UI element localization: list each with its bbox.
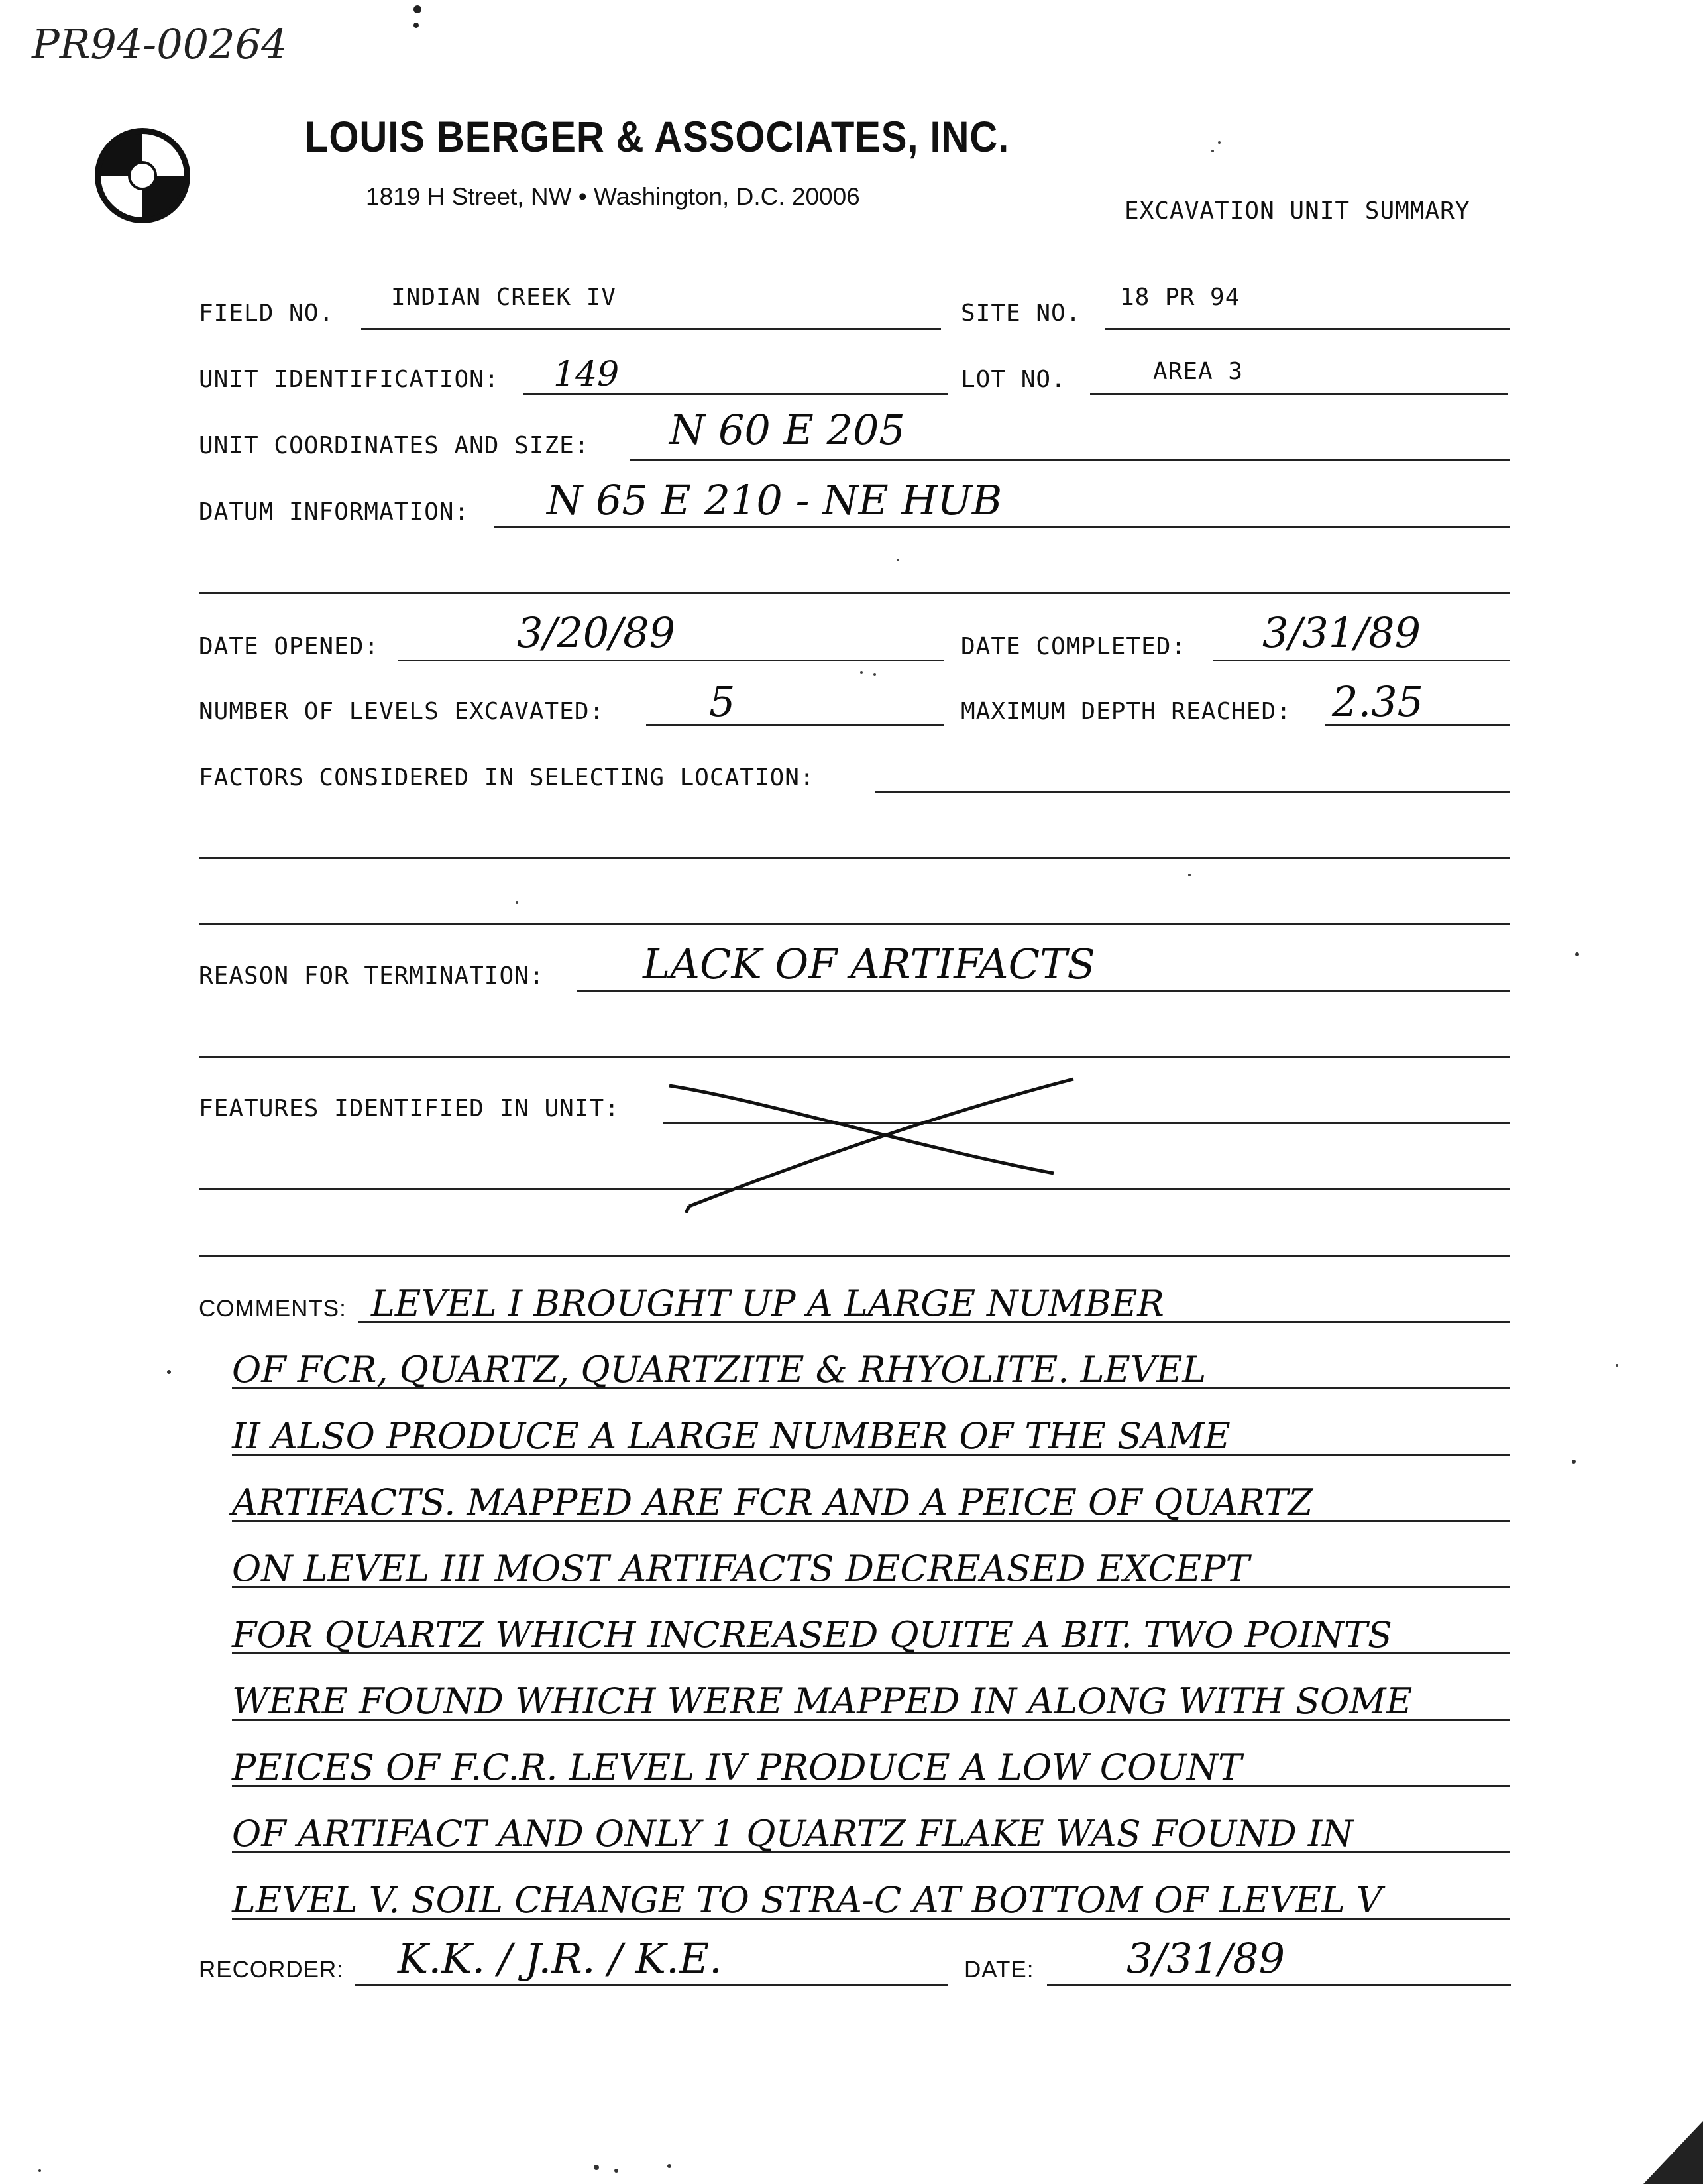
date-completed-label: DATE COMPLETED: — [961, 633, 1187, 660]
field-no-label: FIELD NO. — [199, 300, 335, 327]
recorder-value: K.K. / J.R. / K.E. — [398, 1934, 722, 1983]
comment-line: WERE FOUND WHICH WERE MAPPED IN ALONG WITH SOME — [232, 1680, 1413, 1722]
company-address: 1819 H Street, NW • Washington, D.C. 20006 — [366, 183, 860, 210]
coords-label: UNIT COORDINATES AND SIZE: — [199, 432, 590, 459]
comments-label: COMMENTS: — [199, 1296, 347, 1322]
comment-line: II ALSO PRODUCE A LARGE NUMBER OF THE SAME — [232, 1415, 1231, 1457]
company-name: LOUIS BERGER & ASSOCIATES, INC. — [305, 112, 1010, 161]
comment-line: OF ARTIFACT AND ONLY 1 QUARTZ FLAKE WAS FOUND IN — [232, 1813, 1354, 1855]
lot-no-label: LOT NO. — [961, 366, 1066, 393]
site-no-value: 18 PR 94 — [1120, 284, 1240, 311]
date-opened-label: DATE OPENED: — [199, 633, 380, 660]
comment-line: LEVEL I BROUGHT UP A LARGE NUMBER — [371, 1283, 1164, 1324]
levels-value: 5 — [709, 677, 736, 726]
termination-value: LACK OF ARTIFACTS — [643, 940, 1095, 988]
document-id: PR94-00264 — [32, 20, 288, 68]
lot-no-value: AREA 3 — [1153, 358, 1244, 385]
datum-value: N 65 E 210 - NE HUB — [547, 476, 1003, 524]
unit-id-value: 149 — [553, 355, 620, 394]
site-no-label: SITE NO. — [961, 300, 1081, 327]
comment-line: LEVEL V. SOIL CHANGE TO STRA-C AT BOTTOM OF LEVEL V — [232, 1879, 1383, 1921]
features-label: FEATURES IDENTIFIED IN UNIT: — [199, 1095, 620, 1122]
comment-line: ON LEVEL III MOST ARTIFACTS DECREASED EXCEPT — [232, 1548, 1250, 1589]
comment-line: PEICES OF F.C.R. LEVEL IV PRODUCE A LOW COUNT — [232, 1747, 1242, 1788]
date-opened-value: 3/20/89 — [517, 608, 676, 657]
date-value: 3/31/89 — [1126, 1934, 1286, 1983]
max-depth-label: MAXIMUM DEPTH REACHED: — [961, 698, 1291, 725]
form-title: EXCAVATION UNIT SUMMARY — [1125, 198, 1470, 225]
levels-label: NUMBER OF LEVELS EXCAVATED: — [199, 698, 605, 725]
datum-label: DATUM INFORMATION: — [199, 498, 470, 526]
comment-line: OF FCR, QUARTZ, QUARTZITE & RHYOLITE. LEVEL — [232, 1349, 1207, 1391]
comment-line: ARTIFACTS. MAPPED ARE FCR AND A PEICE OF QUARTZ — [232, 1481, 1313, 1523]
recorder-label: RECORDER: — [199, 1957, 345, 1983]
max-depth-value: 2.35 — [1332, 677, 1424, 726]
date-label: DATE: — [964, 1957, 1034, 1983]
date-completed-value: 3/31/89 — [1262, 608, 1421, 657]
comment-line: FOR QUARTZ WHICH INCREASED QUITE A BIT. TWO POINTS — [232, 1614, 1392, 1656]
field-no-value: INDIAN CREEK IV — [391, 284, 617, 311]
factors-label: FACTORS CONSIDERED IN SELECTING LOCATION: — [199, 764, 815, 791]
unit-id-label: UNIT IDENTIFICATION: — [199, 366, 500, 393]
termination-label: REASON FOR TERMINATION: — [199, 962, 545, 990]
coords-value: N 60 E 205 — [669, 406, 905, 454]
